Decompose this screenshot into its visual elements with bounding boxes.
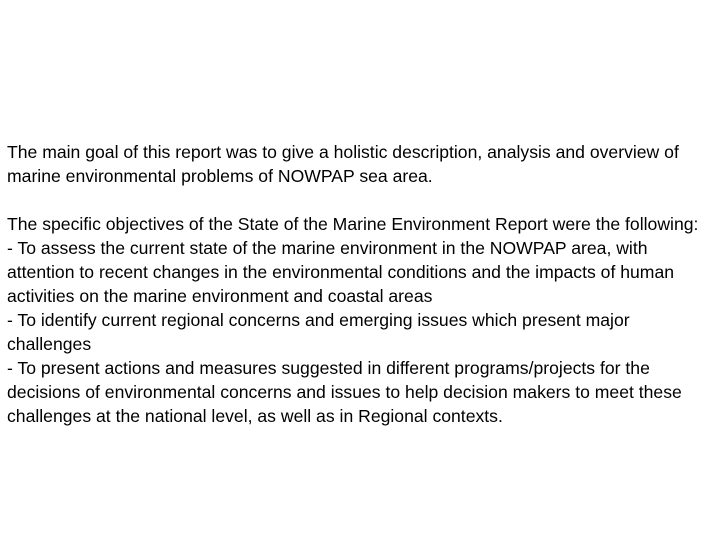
goal-paragraph: The main goal of this report was to give a holistic description, analysis and overview of marine environmental problems of NOWPAP sea area. — [7, 142, 679, 186]
report-text-block — [7, 140, 713, 428]
objective-item-1: - To assess the current state of the marine environment in the NOWPAP area, with attention to recent changes in the environmental conditions and the impacts of human activities on the marine environment and coastal areas — [7, 238, 675, 306]
paragraph-spacer — [7, 188, 713, 212]
objective-item-2: - To identify current regional concerns and emerging issues which present major challenges — [7, 310, 630, 354]
objective-item-3: - To present actions and measures suggested in different programs/projects for the decisions of environmental concerns and issues to help decision makers to meet these challenges at the national level, as well as in Regional contexts. — [7, 358, 682, 426]
objectives-intro: The specific objectives of the State of the Marine Environment Report were the following: — [7, 214, 699, 234]
